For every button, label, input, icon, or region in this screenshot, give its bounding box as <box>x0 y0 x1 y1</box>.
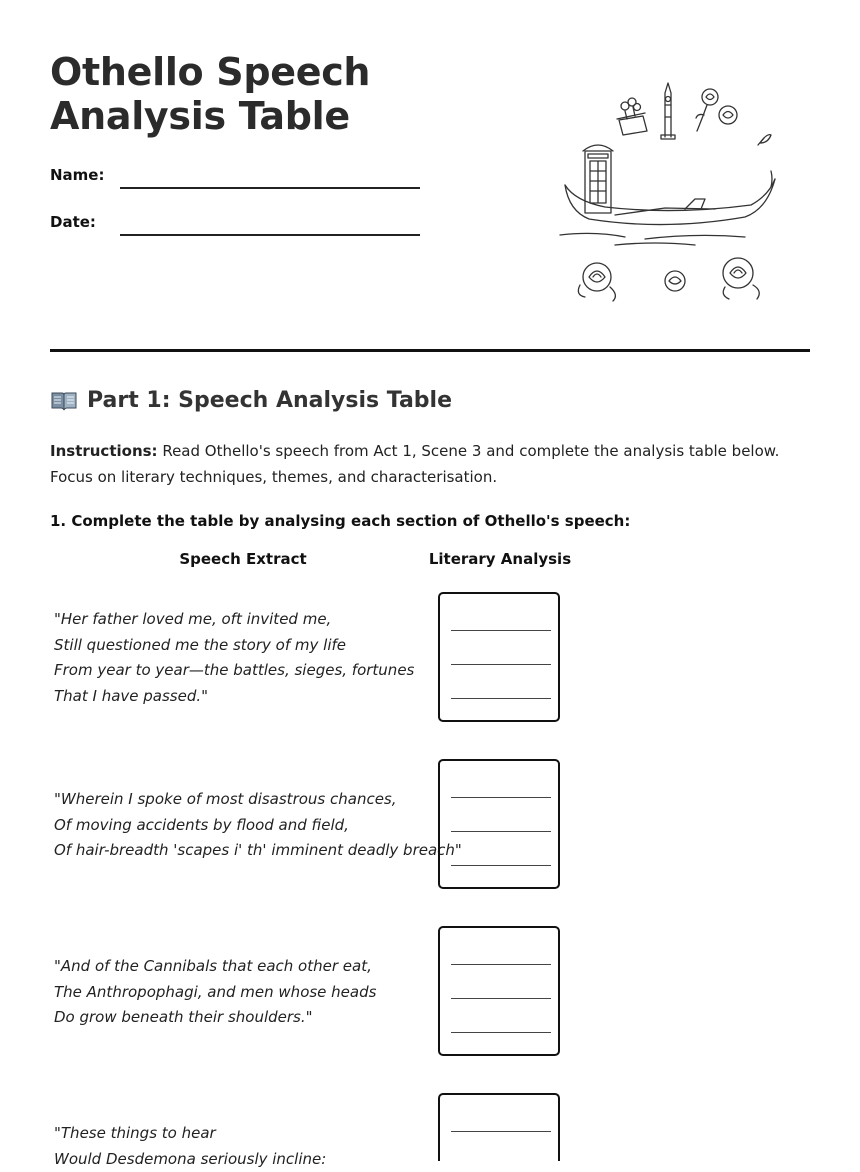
open-book-icon <box>50 390 78 412</box>
section-divider <box>50 349 810 352</box>
date-field-line[interactable] <box>120 234 420 236</box>
answer-line[interactable] <box>451 797 551 798</box>
col-header-analysis: Literary Analysis <box>428 550 572 568</box>
top-hat-icon <box>617 98 647 135</box>
answer-line[interactable] <box>451 964 551 965</box>
instructions-text: Read Othello's speech from Act 1, Scene 3 and complete the analysis table below. Focus on literary techniques, themes, and characterisation. <box>50 442 780 486</box>
name-field-line[interactable] <box>120 187 420 189</box>
speech-extract-4: "These things to hear Would Desdemona seriously incline: <box>54 1124 327 1168</box>
analysis-box-2[interactable] <box>438 759 560 889</box>
gondola-icon <box>560 171 775 245</box>
leaf-icon <box>758 135 771 145</box>
answer-line[interactable] <box>451 1032 551 1033</box>
page-title: Othello Speech Analysis Table <box>50 50 371 138</box>
speech-extract-3: "And of the Cannibals that each other eat, The Anthropophagi, and men whose heads Do grow beneath their shoulders." <box>54 957 377 1027</box>
name-label: Name: <box>50 166 105 184</box>
instructions <box>50 438 810 490</box>
part1-heading <box>50 388 452 413</box>
venice-illustration <box>555 75 795 310</box>
rose-icon <box>578 258 759 301</box>
question-1: 1. Complete the table by analysing each section of Othello's speech: <box>50 512 631 530</box>
date-label: Date: <box>50 213 96 231</box>
answer-line[interactable] <box>451 831 551 832</box>
analysis-box-3[interactable] <box>438 926 560 1056</box>
answer-line[interactable] <box>451 698 551 699</box>
col-header-extract: Speech Extract <box>179 550 307 568</box>
answer-line[interactable] <box>451 865 551 866</box>
answer-line[interactable] <box>451 998 551 999</box>
answer-line[interactable] <box>451 630 551 631</box>
speech-extract-1: "Her father loved me, oft invited me, Still questioned me the story of my life From year to year—the battles, sieges, fortunes That I have passed." <box>54 610 415 706</box>
speech-extract-2: "Wherein I spoke of most disastrous chances, Of moving accidents by flood and field, Of hair-breadth 'scapes i' th' imminent deadly breach" <box>54 790 462 860</box>
phone-box-icon <box>583 145 613 213</box>
analysis-box-1[interactable] <box>438 592 560 722</box>
answer-line[interactable] <box>451 664 551 665</box>
analysis-box-4[interactable] <box>438 1093 560 1161</box>
answer-line[interactable] <box>451 1131 551 1132</box>
instructions-label: Instructions: <box>50 442 158 460</box>
part1-heading-text: Part 1: Speech Analysis Table <box>87 388 452 413</box>
clock-tower-icon <box>661 83 675 139</box>
rose-icon <box>696 89 737 131</box>
